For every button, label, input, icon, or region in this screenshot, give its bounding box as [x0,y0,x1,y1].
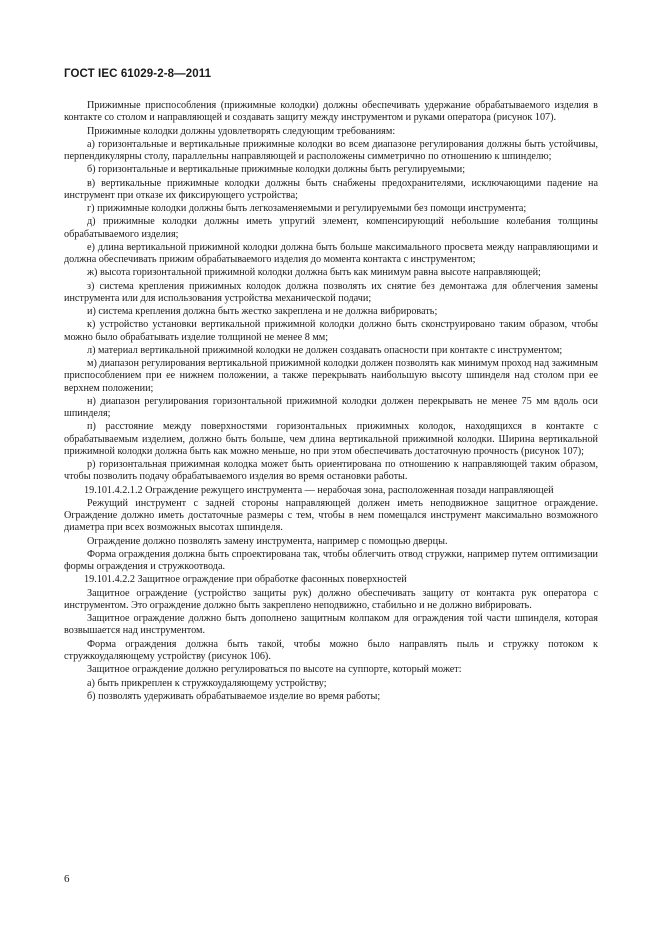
paragraph: Режущий инструмент с задней стороны направляющей должен иметь неподвижное защитное ограждение. Ограждение должно иметь достаточные размеры с тем, чтобы в нем помещался инструмент максимально возможного диаметра при всех возможных высотах шпинделя. [64,497,598,534]
page-number: 6 [64,873,70,885]
list-item: а) горизонтальные и вертикальные прижимные колодки во всем диапазоне регулирования должны быть устойчивы, перпендикулярны столу, параллельны направляющей и расположены симметрично по отношению к шпинделю; [64,138,598,162]
list-item: б) горизонтальные и вертикальные прижимные колодки должны быть регулируемыми; [87,164,466,176]
paragraph: Ограждение должно позволять замену инструмента, например с помощью дверцы. [87,535,448,547]
paragraph: Прижимные колодки должны удовлетворять следующим требованиям: [87,125,396,137]
paragraph: Форма ограждения должна быть такой, чтобы можно было направлять пыль и стружку потоком к стружкоудаляющему устройству (рисунок 106). [64,638,598,662]
list-item: н) диапазон регулирования горизонтальной прижимной колодки должен перекрывать не менее 75 мм вдоль оси шпинделя; [64,395,598,420]
list-item: м) диапазон регулирования вертикальной прижимной колодки должен позволять как минимум проход над зажимным приспособлением при ее нижнем положении, а также перекрывать наибольшую высоту шпинделя над столом при ее верхнем положении; [64,358,598,394]
list-item: к) устройство установки вертикальной прижимной колодки должно быть сконструировано таким образом, чтобы можно было обрабатывать изделие толщиной не менее 8 мм; [64,319,598,343]
list-item: а) быть прикреплен к стружкоудаляющему устройству; [87,677,327,689]
paragraph: Защитное ограждение должно регулироваться по высоте на суппорте, который может: [87,664,462,676]
list-item: г) прижимные колодки должны быть легкозаменяемыми и регулируемыми без помощи инструмента; [87,203,527,215]
list-item: з) система крепления прижимных колодок должна позволять их снятие без демонтажа для облегчения замены инструмента или для использования устройства механической подачи; [64,280,598,304]
list-item: п) расстояние между поверхностями горизонтальных прижимных колодок, находящихся в контакте с обрабатываемым изделием, должно быть больше, чем длина вертикальной прижимной колодки. Ширина вертикальной прижимной колодки должна быть как можно меньше, но при этом обеспечивать достаточную прочность (рисунок 107); [64,421,598,457]
section-heading: 19.101.4.2.1.2 Ограждение режущего инструмента — нерабочая зона, расположенная позади направляющей [84,484,554,496]
section-heading: 19.101.4.2.2 Защитное ограждение при обработке фасонных поверхностей [84,574,407,586]
list-item: ж) высота горизонтальной прижимной колодки должна быть как минимум равна высоте направляющей; [87,267,541,279]
list-item: л) материал вертикальной прижимной колодки не должен создавать опасности при контакте с инструментом; [87,344,563,356]
body-text [64,100,598,704]
paragraph: Прижимные приспособления (прижимные колодки) должны обеспечивать удержание обрабатываемого изделия в контакте со столом и направляющей и создавать защиту между инструментом и руками оператора (рисунок 107). [64,100,598,124]
list-item: в) вертикальные прижимные колодки должны быть снабжены предохранителями, исключающими падение на инструмент при отказе их фиксирующего устройства; [64,177,598,201]
list-item: б) позволять удерживать обрабатываемое изделие во время работы; [87,690,381,702]
paragraph: Форма ограждения должна быть спроектирована так, чтобы облегчить отвод стружки, например путем оптимизации формы ограждения и стружкоотвода. [64,548,598,573]
list-item: и) система крепления должна быть жестко закреплена и не должна вибрировать; [87,306,438,318]
paragraph: Защитное ограждение (устройство защиты рук) должно обеспечивать защиту от контакта рук оператора с инструментом. Это ограждение должно быть закреплено неподвижно, стабильно и не должно вибрировать. [64,587,598,611]
standard-header: ГОСТ IEC 61029-2-8—2011 [64,68,212,80]
list-item: р) горизонтальная прижимная колодка может быть ориентирована по отношению к направляющей таким образом, чтобы позволить подачу обрабатываемого изделия во время остановки работы. [64,459,598,483]
list-item: е) длина вертикальной прижимной колодки должна быть больше максимального просвета между направляющими и должна обеспечивать прижим обрабатываемого изделия до момента контакта с инструментом; [64,241,598,266]
paragraph: Защитное ограждение должно быть дополнено защитным колпаком для ограждения той части шпинделя, которая возвышается над инструментом. [64,613,598,637]
list-item: д) прижимные колодки должны иметь упругий элемент, компенсирующий небольшие колебания толщины обрабатываемого изделия; [64,216,598,240]
